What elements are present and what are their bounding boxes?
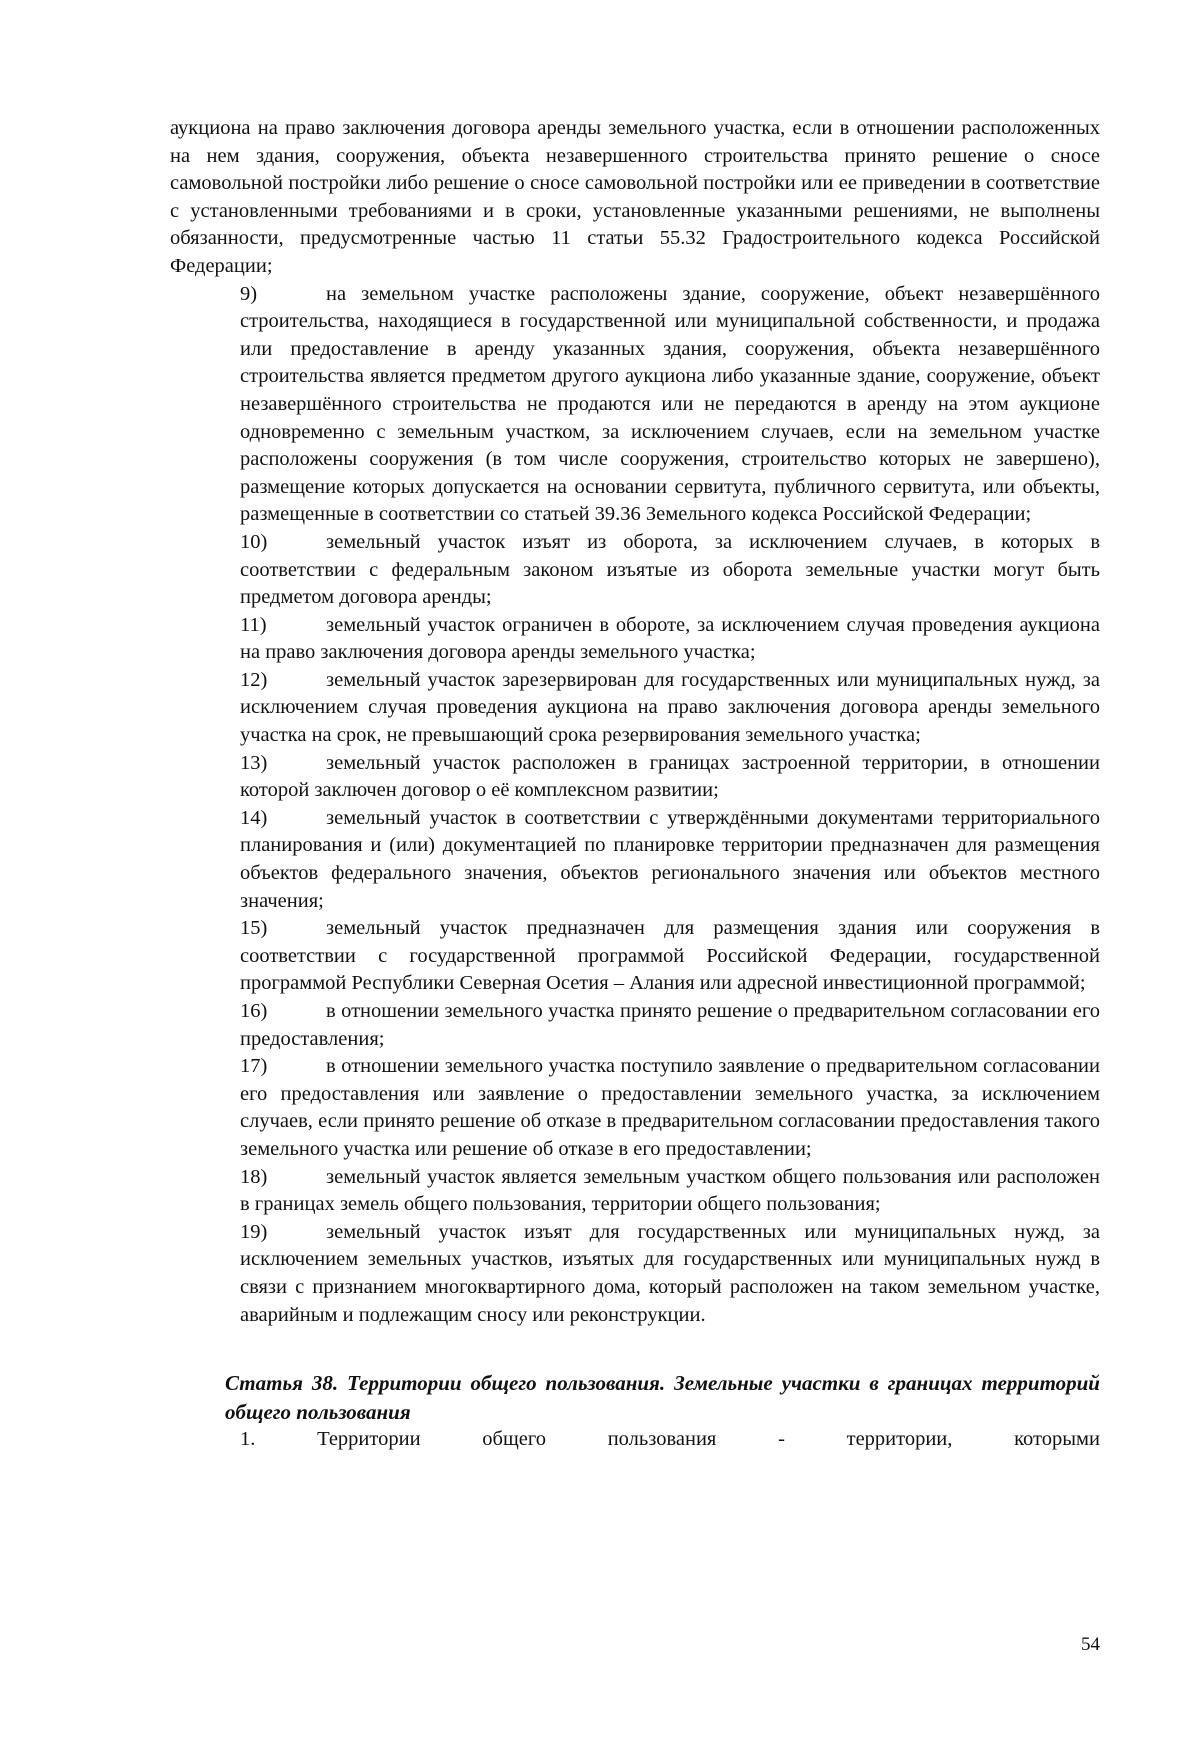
list-item-14 — [170, 805, 1100, 915]
article-word: 1. — [240, 1428, 256, 1451]
list-item-text: земельный участок ограничен в обороте, за исключением случая проведения аукциона на право заключения договора аренды земельного участка; — [240, 613, 1100, 664]
article-word: - — [778, 1428, 785, 1451]
list-item-label: 19) — [240, 1220, 268, 1243]
list-item-13 — [170, 750, 1100, 805]
list-item-text: земельный участок расположен в границах застроенной территории, в отношении которой заключен договор о её комплексном развитии; — [240, 751, 1100, 802]
article-word: Территории — [317, 1428, 421, 1451]
list-item-label: 10) — [240, 530, 268, 553]
list-item-12 — [170, 667, 1100, 750]
list-item-label: 9) — [240, 282, 258, 305]
list-item-16 — [170, 998, 1100, 1053]
list-item-label: 17) — [240, 1055, 268, 1078]
list-item-10 — [170, 529, 1100, 612]
list-item-label: 14) — [240, 806, 268, 829]
list-item-text: земельный участок изъят из оборота, за исключением случаев, в которых в соответствии с федеральным законом изъятые из оборота земельные участки могут быть предметом договора аренды; — [240, 530, 1100, 609]
list-item-9 — [170, 281, 1100, 529]
page-number: 54 — [1081, 1634, 1100, 1655]
list-item-label: 15) — [240, 917, 268, 940]
list-item-label: 16) — [240, 1000, 268, 1022]
list-item-text: земельный участок изъят для государственных или муниципальных нужд, за исключением земельных участков, изъятых для государственных или муниципальных нужд в связи с признанием многоквартирного дома, который расположен на таком земельном участке, аварийным и подлежащим сносу или реконструкции. — [240, 1220, 1100, 1326]
list-item-17 — [170, 1053, 1100, 1163]
article-word: общего — [482, 1428, 546, 1451]
list-item-text: земельный участок предназначен для размещения здания или сооружения в соответствии с государственной программой Российской Федерации, государственной программой Республики Северная Осетия – Алания или адресной инвестиционной программой; — [240, 917, 1100, 995]
article-word: которыми — [1014, 1428, 1100, 1451]
list-item-18 — [170, 1164, 1100, 1219]
list-item-text: в отношении земельного участка принято решение о предварительном согласовании его предоставления; — [240, 1000, 1100, 1050]
list-item-label: 13) — [240, 751, 268, 774]
article-word: пользования — [607, 1428, 717, 1451]
list-item-text: в отношении земельного участка поступило заявление о предварительном согласовании его предоставления или заявление о предоставлении земельного участка, за исключением случаев, если принято решение об отказе в предварительном согласовании предоставления такого земельного участка или решение об отказе в его предоставлении; — [240, 1055, 1100, 1160]
list-item-label: 18) — [240, 1165, 268, 1188]
list-item-11 — [170, 612, 1100, 667]
list-item-label: 11) — [240, 613, 267, 636]
list-item-15 — [170, 915, 1100, 998]
list-item-text: земельный участок зарезервирован для государственных или муниципальных нужд, за исключением случая проведения аукциона на право заключения договора аренды земельного участка на срок, не превышающий срока резервирования земельного участка; — [240, 668, 1100, 747]
list-item-text: земельный участок является земельным участком общего пользования или расположен в границах земель общего пользования, территории общего пользования; — [240, 1165, 1100, 1216]
intro-paragraph: аукциона на право заключения договора аренды земельного участка, если в отношении расположенных на нем здания, сооружения, объекта незавершенного строительства принято решение о сносе самовольной постройки либо решение о сносе самовольной постройки или ее приведении в соответствие с установленными требованиями и в сроки, установленные указанными решениями, не выполнены обязанности, предусмотренные частью 11 статьи 55.32 Градостроительного кодекса Российской Федерации; — [170, 117, 1100, 277]
document-page — [170, 115, 1100, 1454]
list-item-text: на земельном участке расположены здание, сооружение, объект незавершённого строительства, находящиеся в государственной или муниципальной собственности, и продажа или предоставление в аренду указанных здания, сооружения, объекта незавершённого строительства является предметом другого аукциона либо указанные здание, сооружение, объект незавершённого строительства не продаются или не передаются в аренду на этом аукционе одновременно с земельным участком, за исключением случаев, если на земельном участке расположены сооружения (в том числе сооружения, строительство которых не завершено), размещение которых допускается на основании сервитута, публичного сервитута, или объекты, размещенные в соответствии со статьей 39.36 Земельного кодекса Российской Федерации; — [240, 282, 1100, 526]
list-item-text: земельный участок в соответствии с утверждёнными документами территориального планирования и (или) документацией по планировке территории предназначен для размещения объектов федерального значения, объектов регионального значения или объектов местного значения; — [240, 806, 1100, 912]
article-word: территории, — [846, 1428, 953, 1451]
article-heading: Статья 38. Территории общего пользования. Земельные участки в границах территорий общего пользования — [225, 1371, 1100, 1424]
article-first-line — [170, 1426, 1100, 1454]
list-item-label: 12) — [240, 668, 268, 691]
list-item-19 — [170, 1219, 1100, 1329]
